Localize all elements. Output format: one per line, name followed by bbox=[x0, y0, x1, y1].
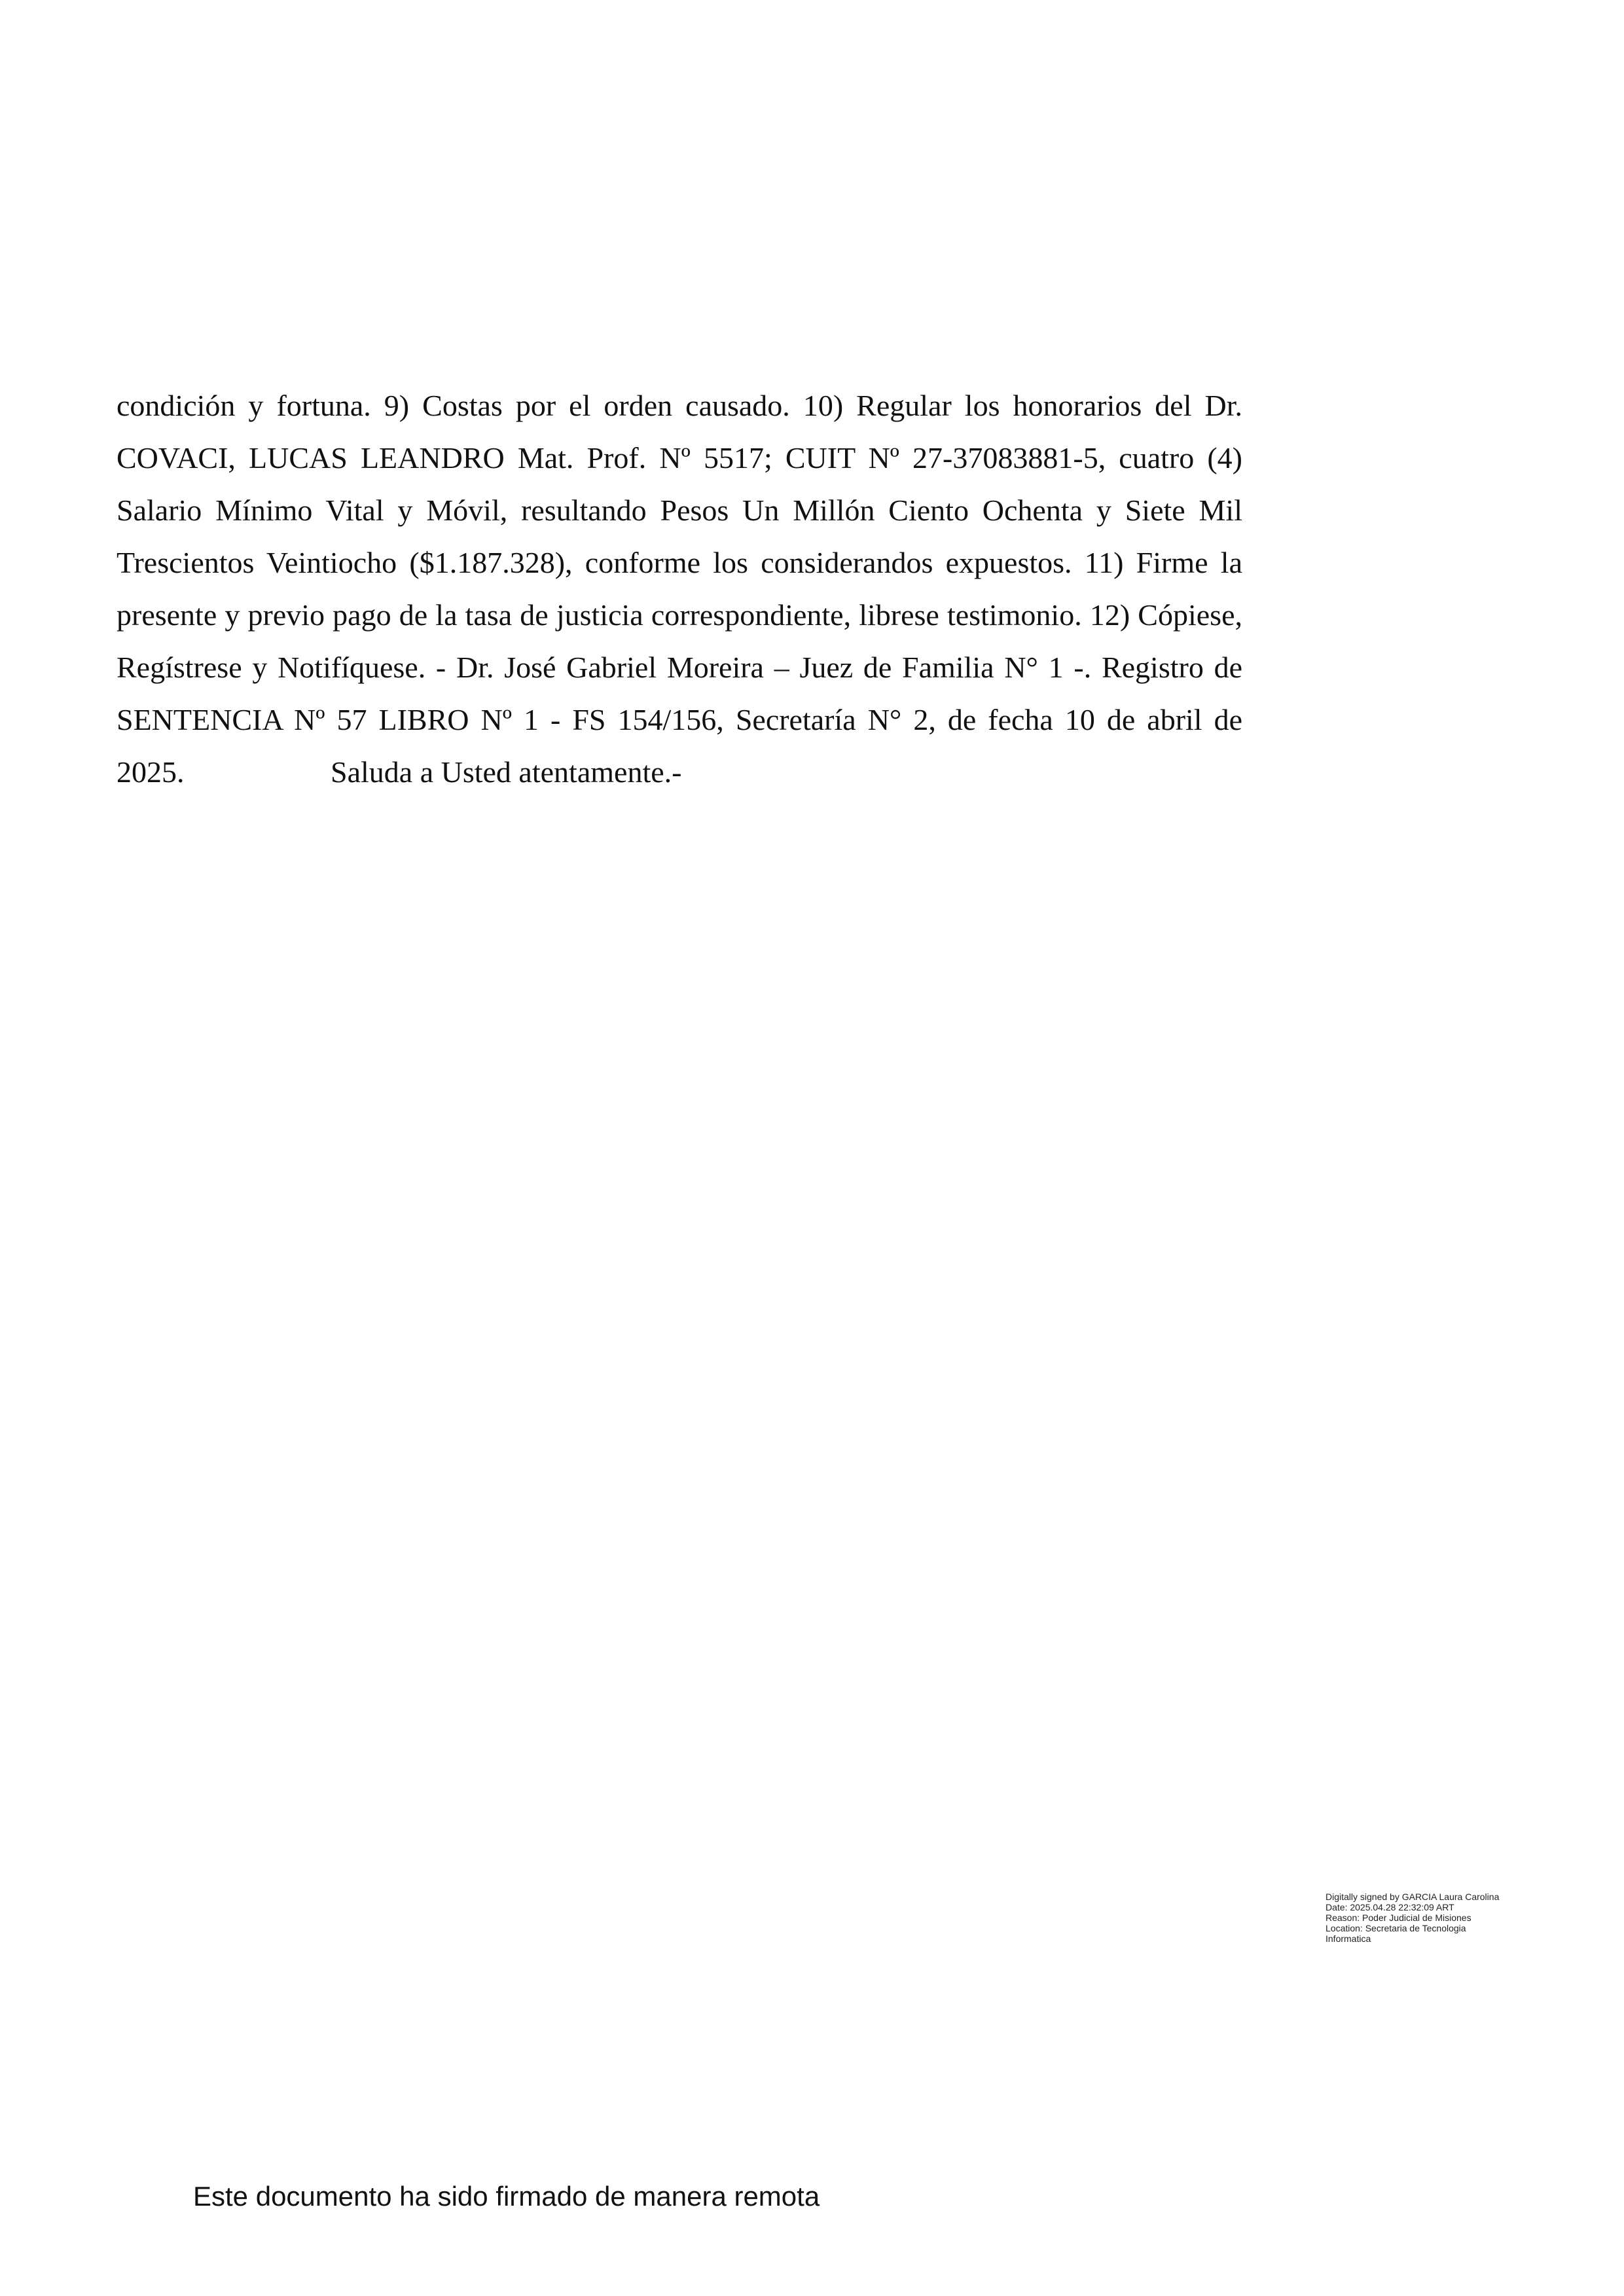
sentence-body-text bbox=[117, 380, 1242, 798]
closing-salutation: Saluda a Usted atentamente.- bbox=[331, 755, 682, 789]
body-line: SENTENCIA Nº 57 LIBRO Nº 1 - FS 154/156, Secretaría N° 2, de fecha 10 de abril de 2025. bbox=[117, 703, 1242, 789]
remote-signature-footer: Este documento ha sido firmado de manera remota bbox=[193, 2181, 820, 2212]
body-line: Regístrese y Notifíquese. - Dr. José Gabriel Moreira – Juez de Familia N° 1 -. Registro de bbox=[117, 651, 1242, 684]
body-line: condición y fortuna. 9) Costas por el orden causado. 10) Regular los honorarios del Dr. bbox=[117, 389, 1242, 422]
body-line: COVACI, LUCAS LEANDRO Mat. Prof. Nº 5517; CUIT Nº 27-37083881-5, cuatro (4) bbox=[117, 441, 1242, 475]
signature-location-line: Location: Secretaria de Tecnologia bbox=[1326, 1923, 1466, 1933]
signature-location-line-continued: Informatica bbox=[1326, 1933, 1371, 1944]
signature-reason-line: Reason: Poder Judicial de Misiones bbox=[1326, 1912, 1471, 1923]
body-line: Salario Mínimo Vital y Móvil, resultando Pesos Un Millón Ciento Ochenta y Siete Mil bbox=[117, 493, 1242, 527]
body-line: presente y previo pago de la tasa de justicia correspondiente, librese testimonio. 12) Cópiese, bbox=[117, 598, 1242, 632]
body-line: Trescientos Veintiocho ($1.187.328), conforme los considerandos expuestos. 11) Firme la bbox=[117, 546, 1242, 579]
signature-date-line: Date: 2025.04.28 22:32:09 ART bbox=[1326, 1902, 1454, 1912]
signature-signer-line: Digitally signed by GARCIA Laura Carolina bbox=[1326, 1892, 1500, 1902]
digital-signature-stamp bbox=[1326, 1892, 1522, 1944]
